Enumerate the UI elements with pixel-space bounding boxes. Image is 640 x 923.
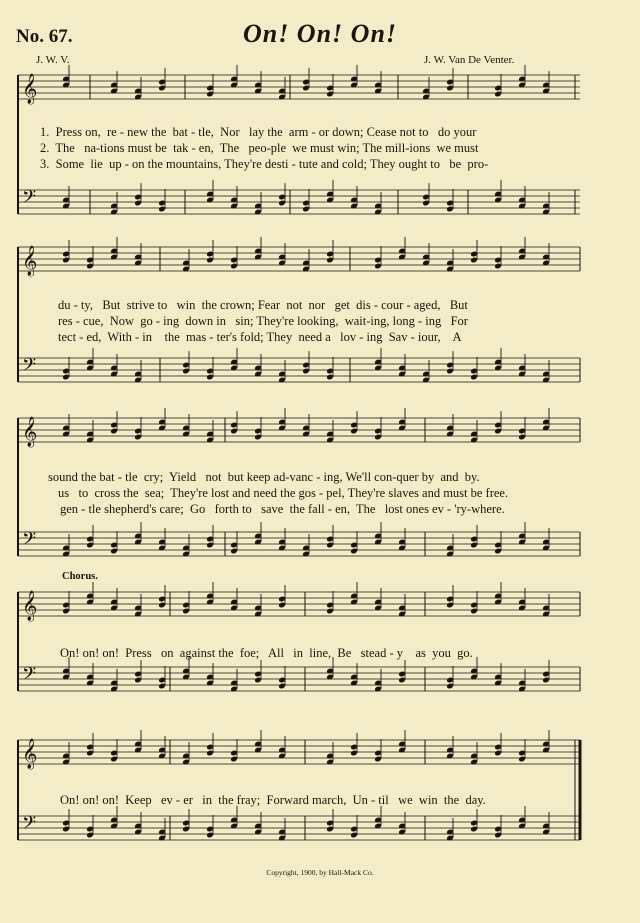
- verse-line: gen - tle shepherd's care; Go forth to save the fall - en, The lost ones ev - 'ry-where.: [60, 502, 505, 516]
- words-credit: J. W. V.: [36, 54, 70, 66]
- treble-clef-icon: 𝄞: [22, 739, 38, 769]
- bass-clef-icon: 𝄢: [22, 355, 37, 380]
- verse-line: tect - ed, With - in the mas - ter's fold; They need a lov - ing Sav - iour, A: [58, 330, 462, 344]
- chorus-label: Chorus.: [62, 571, 98, 582]
- treble-clef-icon: 𝄞: [22, 74, 38, 104]
- verse-line: du - ty, But strive to win the crown; Fear not nor get dis - cour - aged, But: [58, 298, 468, 312]
- chorus-line: On! on! on! Press on against the foe; All in line, Be stead - y as you go.: [60, 646, 473, 660]
- treble-clef-icon: 𝄞: [22, 417, 38, 447]
- treble-clef-icon: 𝄞: [22, 246, 38, 276]
- treble-clef-icon: 𝄞: [22, 591, 38, 621]
- bass-clef-icon: 𝄢: [22, 529, 37, 554]
- verse-line: 2. The na-tions must be tak - en, The peo-ple we must win; The mill-ions we must: [40, 141, 479, 155]
- chorus-line: On! on! on! Keep ev - er in the fray; Forward march, Un - til we win the day.: [60, 793, 486, 807]
- bass-clef-icon: 𝄢: [22, 187, 37, 212]
- hymn-title: On! On! On!: [242, 19, 398, 48]
- hymn-number: No. 67.: [16, 26, 73, 47]
- verse-line: 3. Some lie up - on the mountains, They're desti - tute and cold; They ought to be pro-: [40, 157, 489, 171]
- music-credit: J. W. Van De Venter.: [424, 54, 515, 66]
- bass-clef-icon: 𝄢: [22, 813, 37, 838]
- verse-line: res - cue, Now go - ing down in sin; They're looking, wait-ing, long - ing For: [58, 314, 468, 328]
- verse-line: 1. Press on, re - new the bat - tle, Nor lay the arm - or down; Cease not to do your: [40, 125, 477, 139]
- verse-line: us to cross the sea; They're lost and need the gos - pel, They're slaves and must be free.: [58, 486, 509, 500]
- verse-line: sound the bat - tle cry; Yield not but keep ad-vanc - ing, We'll con-quer by and by.: [48, 470, 480, 484]
- copyright-notice: Copyright, 1900, by Hall-Mack Co.: [266, 868, 374, 877]
- bass-clef-icon: 𝄢: [22, 664, 37, 689]
